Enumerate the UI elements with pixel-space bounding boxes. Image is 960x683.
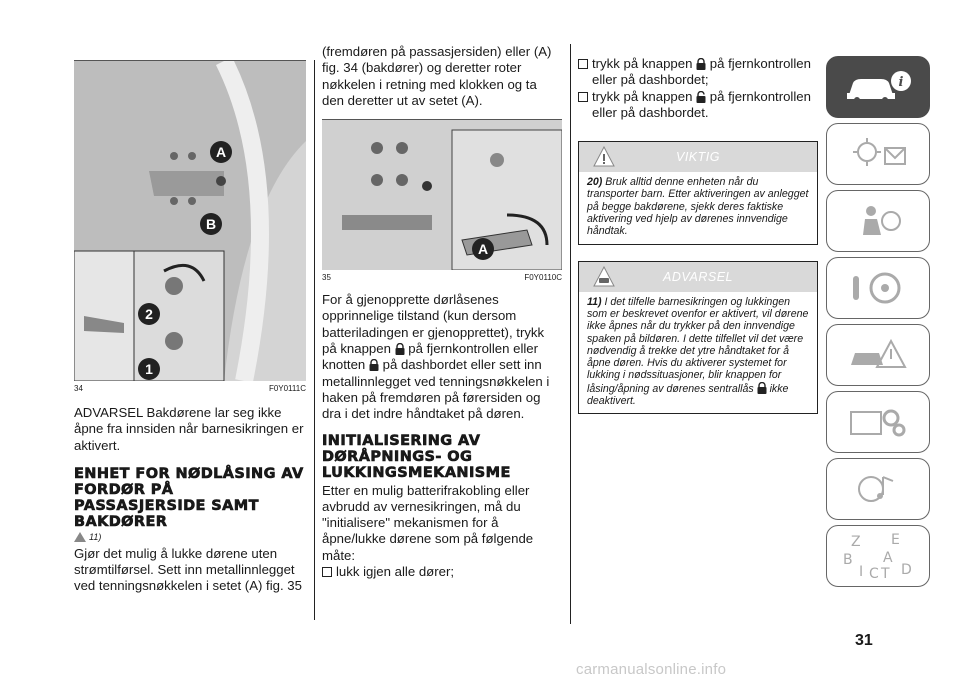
warning-car-icon (593, 266, 615, 288)
callout-b: B (200, 213, 222, 235)
tab-multimedia[interactable] (826, 458, 930, 520)
figure-number: 34 (74, 384, 83, 393)
unlock-icon (696, 91, 706, 103)
figure-number: 35 (322, 273, 331, 283)
tab-emergency[interactable] (826, 324, 930, 386)
svg-text:I: I (859, 564, 864, 580)
column-1 (74, 60, 306, 595)
paragraph: For å gjenopprette dørlåsenes opprinnelige tilstand (kun dersom batteriladingen er gjenopprettet), trykk på knappen på fjernkontrollen eller knotten på dashbordet eller sett inn metallinnlegget ved tenningsnøkkelen i haken på fremdøren på førersiden og dra i det indre håndtaket på døren. (322, 292, 550, 422)
paragraph: Etter en mulig batterifrakobling eller avbrudd av vernesikringen, må du "initialisere" mekanismen for å åpne/lukke dørene som på følgende måte: (322, 482, 534, 563)
warning-car-icon (843, 335, 913, 375)
svg-text:i: i (898, 75, 904, 90)
viktig-body: 20) Bruk alltid denne enheten når du transporter barn. Etter aktiveringen av anlegget på begge bakdørene, sjekk deres faktiske aktivering ved hjelp av dørenes innvendige håndtak. (587, 176, 809, 238)
dashboard-lights-icon (843, 134, 913, 174)
paragraph: (fremdøren på passasjersiden) eller (A) fig. 34 (bakdører) og deretter roter nøkkelen i retning med klokken og ta den deretter ut av setet (A). (322, 44, 552, 108)
svg-text:Z: Z (851, 534, 861, 550)
svg-text:E: E (891, 532, 900, 548)
tab-dashboard-lights[interactable] (826, 123, 930, 185)
warning-triangle-icon (74, 532, 86, 542)
page-number: 31 (855, 632, 873, 649)
car-info-icon (843, 67, 913, 107)
figure-35 (322, 119, 562, 270)
media-icon (843, 469, 913, 509)
list-item: trykk på knappen på fjernkontrollen eller på dashbordet. (578, 89, 818, 122)
svg-text:A: A (883, 550, 893, 566)
checkbox-bullet-icon (322, 567, 332, 577)
list-item: lukk igjen alle dører; (322, 564, 562, 580)
section-heading: ENHET FOR NØDLÅSING AV FORDØR PÅ PASSASJERSIDE SAMT BAKDØRER (74, 465, 304, 530)
tab-safety[interactable] (826, 190, 930, 252)
viktig-header (579, 142, 817, 172)
section-heading: INITIALISERING AV DØRÅPNINGS- OG LUKKINGSMEKANISME (322, 432, 511, 481)
svg-text:B: B (843, 552, 853, 568)
advarsel-title: ADVARSEL (662, 269, 733, 284)
svg-text:C: C (869, 566, 879, 582)
list-item: trykk på knappen på fjernkontrollen eller på dashbordet; (578, 56, 818, 89)
paragraph: Gjør det mulig å lukke dørene uten strømtilførsel. Sett inn metallinnlegget ved tenningsnøkkelen i setet (A) fig. 35 (74, 545, 302, 594)
reference-number: 11) (89, 531, 102, 542)
door-latch-illustration (322, 120, 562, 270)
advarsel-header (579, 262, 817, 292)
tab-driving[interactable] (826, 257, 930, 319)
callout-a: A (210, 141, 232, 163)
airbag-icon (843, 201, 913, 241)
advarsel-box (578, 261, 818, 415)
column-2 (322, 44, 562, 580)
callout-1: 1 (138, 358, 160, 380)
warning-reference (74, 532, 306, 542)
figure-34 (74, 60, 306, 381)
figure-code: F0Y0110C (524, 273, 562, 283)
callout-a: A (472, 238, 494, 260)
index-icon (833, 530, 923, 582)
door-lock-illustration (74, 61, 306, 381)
callout-2: 2 (138, 303, 160, 325)
settings-gears-icon (843, 402, 913, 442)
paragraph: ADVARSEL Bakdørene lar seg ikke åpne fra innsiden når barnesikringen er aktivert. (74, 405, 304, 453)
steering-wheel-icon (843, 268, 913, 308)
info-triangle-icon (593, 146, 615, 168)
lock-icon (395, 343, 405, 355)
viktig-title: VIKTIG (676, 150, 720, 165)
tab-car-info[interactable] (826, 56, 930, 118)
figure-code: F0Y0111C (268, 384, 306, 393)
tab-index[interactable] (826, 525, 930, 587)
svg-text:T: T (881, 566, 890, 582)
lock-icon (696, 58, 706, 70)
figure-caption (322, 273, 562, 282)
checkbox-bullet-icon (578, 59, 588, 69)
svg-text:D: D (901, 562, 912, 578)
chapter-sidebar (826, 56, 930, 592)
column-3 (578, 56, 818, 414)
figure-caption (74, 384, 306, 393)
lock-icon (757, 382, 767, 394)
viktig-box (578, 141, 818, 244)
watermark: carmanualsonline.info (576, 661, 727, 678)
advarsel-body: 11) I det tilfelle barnesikringen og lukkingen som er beskrevet ovenfor er aktivert, vil dørene ikke åpnes når du trykker på den innvendige spaken på bildøren. I dette tilfellet vil det være nødvendig å trekke det ytre håndtaket for å åpne døren. Hvis du aktiverer systemet for lukking i nødssituasjoner, blir knappen for låsing/åpning av dørenes sentrallås ikke deaktivert. (587, 295, 809, 408)
checkbox-bullet-icon (578, 92, 588, 102)
tab-maintenance[interactable] (826, 391, 930, 453)
lock-icon (369, 359, 379, 371)
